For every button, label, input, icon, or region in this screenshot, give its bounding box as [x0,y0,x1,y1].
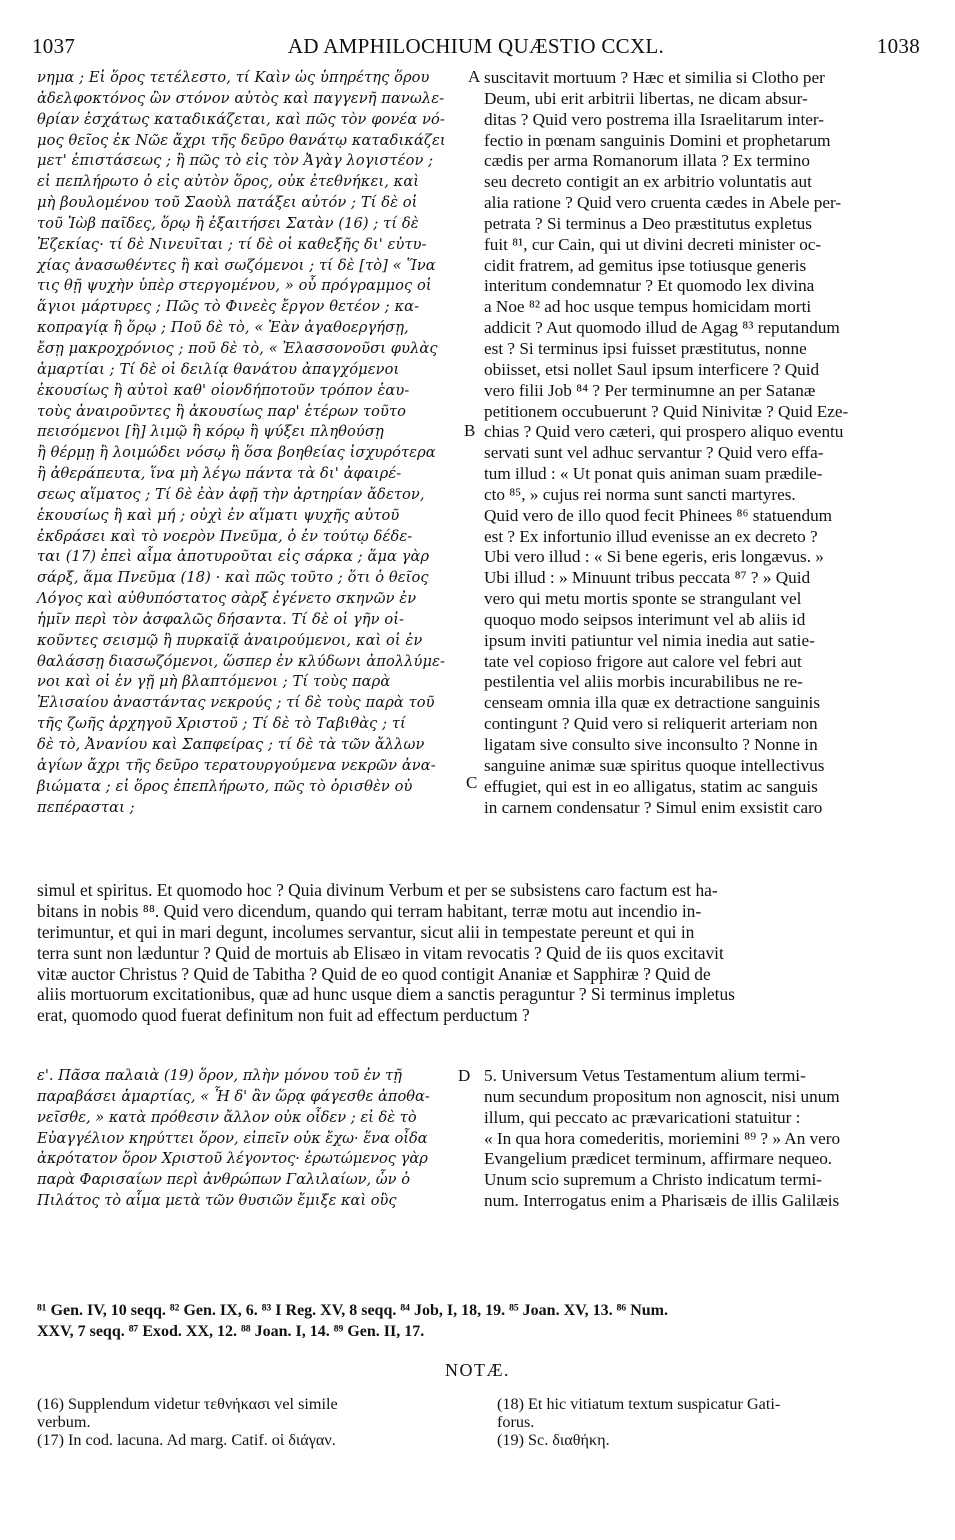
latin-full-line: terimuntur, et qui in mari degunt, incolumes servantur, sicut alii in tempestate pereunt et qui in [37,921,695,942]
latin-line: seu decreto contigit an ex arbitrio voluntatis aut [484,172,812,192]
greek-line: Εὐαγγέλιον κηρύττει ὅρον, εἰπεῖν οὐκ ἔχω· ἕνα οἶδα [37,1129,428,1147]
latin-line: chias ? Quid vero cæteri, qui prospero aliquo eventu [484,422,844,442]
greek-line: παραβάσει ἁμαρτίας, « Ἧ δ' ἂν ὥρᾳ φάγεσθε ἀποθα- [37,1087,430,1105]
latin-full-line: terra sunt non læduntur ? Quid de mortuis ab Elisæo in vitam revocatis ? Quid de iis quos excitavit [37,942,724,963]
greek-line: τοὺς ἀναιροῦντες ἢ ἀκουσίως παρ' ἑτέρων τοῦτο [37,402,407,420]
greek-line: νοι καὶ οἱ ἐν γῇ μὴ βλαπτόμενοι ; Τί τοὺς παρὰ [37,673,391,691]
greek-line: μὴ βουλομένου τοῦ Σαοὺλ πατάξει αὐτόν ; Τί δὲ οἱ [37,194,418,212]
latin-line: ipsum inviti patiuntur vel nimia inedia aut satie- [484,630,815,650]
latin-full-line: aliis mortuorum excitationibus, quæ ad hunc usque diem a sanctis peraguntur ? Si terminus impletus [37,984,735,1005]
latin-line: censeam omnia illa quæ ex detractione sanguinis [484,693,821,713]
latin-column-2 [484,1066,918,1212]
latin-line: 5. Universum Vetus Testamentum alium termi- [484,1066,806,1085]
latin-line: pestilentia vel aliis morbis incurabilibus ne re- [484,672,803,692]
latin-line: cædis per arma Romanorum illata ? Ex termino [484,151,810,171]
latin-line: Deum, ubi erit arbitrii libertas, ne dicam absur- [484,88,808,108]
greek-line: τις θῇ ψυχὴν ὑπὲρ στεργομένου, » οὗ πρόγραμμος οἱ [37,277,432,295]
note-line: (17) In cod. lacuna. Ad marg. Catif. οἱ διάγαν. [37,1431,336,1449]
latin-line: fectio in pœnam sanguinis Domini et prophetarum [484,130,831,150]
latin-line: ligatam sive consulto sive inconsulto ? Nonne in [484,735,818,754]
latin-line: num secundum propositum non agnoscit, nisi unum [484,1086,840,1106]
greek-line: ἔσῃ μακροχρόνιος ; ποῦ δὲ τὸ, « Ἐλασσονοῦσι φυλὰς [37,339,438,357]
latin-line: fuit ⁸¹, cur Cain, qui ut divini decreti minister oc- [484,234,822,254]
latin-line: ditas ? Quid vero postrema illa Israelitarum inter- [484,109,824,129]
latin-line: servati sunt vel adhuc servantur ? Quid vero effa- [484,443,824,463]
latin-line: interitum condemnatur ? Et quomodo lex divina [484,276,815,296]
greek-line: παρὰ Φαρισαίων περὶ ἀνθρώπων Γαλιλαίων, ὧν ὁ [37,1171,410,1189]
greek-line: εἰ πεπλήρωτο ὁ εἰς αὐτὸν ὅρος, οὐκ ἐτεθνήκει, καὶ [37,173,420,191]
note-line: forus. [497,1413,535,1431]
latin-line: Ubi vero illud : « Si bene egeris, eris longævus. » [484,547,824,567]
greek-line: ἀκρότατον ὅρον Χριστοῦ λέγοντος· ἐρωτώμενος γὰρ [37,1150,428,1168]
latin-line: est ? Si terminus ipsi fuisset præstitutus, nonne [484,338,807,358]
greek-line: δὲ τὸ, Ἀνανίου καὶ Σαπφείρας ; τί δὲ τὰ τῶν ἄλλων [37,736,425,753]
latin-line: addicit ? Aut quomodo illud de Agag ⁸³ reputandum [484,318,840,338]
greek-line: τῆς ζωῆς ἀρχηγοῦ Χριστοῦ ; Τί δὲ τὸ Ταβιθὰς ; τί [37,715,406,733]
latin-full-line: erat, quomodo quod fuerat definitum non fuit ad effectum perductum ? [37,1005,530,1026]
greek-line: ε'. Πᾶσα παλαιὰ (19) ὅρον, πλὴν μόνου τοῦ ἐν τῇ [37,1067,402,1084]
greek-line: ἑκουσίως ἢ καὶ μή ; οὐχὶ ἐν αἵματι ψυχῆς αὐτοῦ [37,506,400,524]
latin-line: sanguine animæ suæ spiritus quoque intellectivus [484,755,825,775]
greek-line: ἁμαρτίαι ; Τί δὲ οἱ δειλίᾳ θανάτου ἀπαγχόμενοι [37,360,400,378]
latin-line: tate vel copioso frigore aut calore vel febri aut [484,651,802,671]
page-number-right: 1038 [876,34,920,58]
latin-line: a Noe ⁸² ad hoc usque tempus homicidam morti [484,297,812,317]
note-line: (18) Et hic vitiatum textum suspicatur Gati- [497,1395,781,1413]
greek-column [37,68,481,818]
greek-line: πεισόμενοι [ἢ] λιμῷ ἢ κόρῳ ἢ ψύξει πληθούσῃ [37,423,384,441]
greek-line: σεως αἵματος ; Τί δὲ ἐὰν ἀφῇ τὴν ἀρτηρίαν ἄδετον, [37,485,425,503]
latin-full-line: vitæ auctor Christus ? Quid de Tabitha ? Quid de eo quod contigit Ananiæ et Sapphiræ ? Quid de [37,963,711,984]
note-line: verbum. [37,1413,91,1431]
latin-line: suscitavit mortuum ? Hæc et similia si Clotho per [484,68,825,87]
greek-line: ἢ ἀθεράπευτα, ἵνα μὴ λέγω πάντα τὰ δι' ἀφαιρέ- [37,465,402,483]
margin-letter-c: C [466,773,478,792]
notes-left [37,1395,457,1449]
greek-line: κοπραγίᾳ ἢ ὅρῳ ; Ποῦ δὲ τὸ, « Ἐὰν ἀγαθοεργήσῃ, [37,319,409,337]
greek-line: θρίαν ἐσχάτως καταδικάζεται, καὶ πῶς τὸν φονέα νό- [37,110,445,128]
greek-line: ἅγιοι μάρτυρες ; Πῶς τὸ Φινεὲς ἔργον θετέον ; κα- [37,298,420,316]
latin-line: petitionem occubuerunt ? Quid Ninivitæ ? Quid Eze- [484,401,849,421]
latin-line: vero filii Job ⁸⁴ ? Per terminumne an per Satanæ [484,380,816,400]
greek-line: νεῖσθε, » κατὰ πρόθεσιν ἄλλον οὐκ οἶδεν ; εἰ δὲ τὸ [37,1108,417,1126]
greek-line: ἑκουσίως ἢ αὐτοὶ καθ' οἱονδήποτοῦν τρόπον ἑαυ- [37,381,410,399]
greek-line: μετ' ἐπιστάσεως ; ἢ πῶς τὸ εἰς τὸν Ἀγὰγ λογιστέον ; [37,152,434,170]
latin-line: obiisset, etsi nollet Saul ipsum interficere ? Quid [484,359,820,379]
greek-line: βιώματα ; εἰ ὅρος ἐπεπλήρωτο, πῶς τὸ ὁρισθὲν οὐ [37,777,413,795]
greek-line: πεπέρασται ; [37,798,135,816]
latin-line: quoquo modo seipsos interimunt vel ab aliis id [484,609,806,629]
margin-letter-a: A [468,67,481,86]
greek-line: ἢ θέρμῃ ἢ λοιμώδει νόσῳ ἢ ὅσα βοηθείας ἰσχυρότερα [37,444,436,462]
latin-line: est ? Ex infortunio illud evenisse an ex decreto ? [484,526,818,546]
footnote-line: ⁸¹ Gen. IV, 10 seqq. ⁸² Gen. IX, 6. ⁸³ I Reg. XV, 8 seqq. ⁸⁴ Job, I, 18, 19. ⁸⁵ Joan. XV, 13. ⁸⁶ Num. [37,1302,668,1319]
greek-column-2 [37,1066,477,1212]
greek-line: σάρξ, ἅμα Πνεῦμα (18) · καὶ πῶς τοῦτο ; ὅτι ὁ θεῖος [37,569,429,587]
latin-line: « In qua hora comederitis, moriemini ⁸⁹ ? » An vero [484,1128,841,1148]
greek-line: ἀδελφοκτόνος ὢν στόνον αὐτὸς καὶ παγγενῆ πανωλε- [37,89,445,107]
latin-full-line: simul et spiritus. Et quomodo hoc ? Quia divinum Verbum et per se subsistens caro factum est ha- [37,880,718,900]
greek-line: Ἐζεκίας· τί δὲ Νινευῖται ; τί δὲ οἱ καθεξῆς δι' εὐτυ- [37,235,427,253]
latin-line: alia ratione ? Quid vero cruenta cædes in Abele per- [484,193,842,213]
greek-line: ἁγίων ἄχρι τῆς δεῦρο τερατουργούμενα νεκρῶν ἀνα- [37,756,436,774]
greek-line: ἐκδράσει καὶ τὸ νοερὸν Πνεῦμα, ὁ ἐν τούτῳ δέδε- [37,527,413,545]
greek-line: ται (17) ἐπεὶ αἷμα ἀποτυροῦται εἰς σάρκα ; ἅμα γὰρ [37,548,430,566]
greek-line: θαλάσσῃ διασωζόμενοι, ὥσπερ ἐν κλύδωνι ἀπολλύμε- [37,652,446,670]
footnote-line: XXV, 7 seqq. ⁸⁷ Exod. XX, 12. ⁸⁸ Joan. I, 14. ⁸⁹ Gen. II, 17. [37,1323,425,1340]
greek-line: Ἐλισαίου ἀναστάντας νεκρούς ; τί δὲ τοὺς παρὰ τοῦ [37,694,435,712]
latin-line: cidit fratrem, ad gemitus ipse totiusque generis [484,255,807,275]
latin-line: cto ⁸⁵, » cujus rei norma sunt sancti martyres. [484,484,796,504]
greek-line: τοῦ Ἰὼβ παῖδες, ὅρῳ ἢ ἐξαιτήσει Σατὰν (16) ; τί δὲ [37,214,419,232]
margin-letter-d: D [458,1066,471,1085]
greek-line: κοῦντες σεισμῷ ἢ πυρκαϊᾷ ἀναιρούμενοι, καὶ οἱ ἐν [37,631,423,649]
greek-line: Λόγος καὶ αὐθυπόστατος σὰρξ ἐγένετο σκηνῶν ἐν [37,590,417,608]
latin-line: Quid vero de illo quod fecit Phinees ⁸⁶ statuendum [484,505,833,525]
latin-line: vero qui metu mortis sponte se strangulant vel [484,589,802,609]
greek-line: μος θεῖος ἐκ Νῶε ἄχρι τῆς δεῦρο θανάτῳ καταδικάζει [37,131,446,149]
margin-letter-b: B [464,421,476,440]
latin-column [484,68,918,818]
latin-line: Unum scio supremum a Christo indicatum termi- [484,1170,822,1190]
latin-line: effugiet, qui est in eo alligatus, statim ac sanguis [484,776,818,796]
greek-line: χίας ἀνασωθέντες ἢ καὶ σωζόμενοι ; τί δὲ [τὸ] « Ἵνα [37,256,436,274]
latin-line: num. Interrogatus enim a Pharisæis de illis Galilæis [484,1191,840,1211]
running-header [32,34,920,64]
latin-line: tum illud : « Ut ponat quis animan suam prædile- [484,464,823,484]
note-line: (16) Supplendum videtur τεθνήκασι vel simile [37,1395,338,1413]
greek-line: ἡμῖν περὶ τὸν ἀσφαλῶς δήσαντα. Τί δὲ οἱ γῆν οἰ- [37,610,405,628]
notes-right [497,1395,917,1449]
footnotes [37,1300,917,1342]
latin-line: Ubi illud : » Minuunt tribus peccata ⁸⁷ ? » Quid [484,568,811,588]
latin-line: in carnem condensatur ? Simul enim exsistit caro [484,797,823,817]
greek-line: νημα ; Εἰ ὅρος τετέλεστο, τί Καὶν ὡς ὑπηρέτης ὅρου [37,69,430,86]
note-line: (19) Sc. διαθήκη. [497,1431,610,1449]
latin-line: contingunt ? Quid vero si reliquerit arteriam non [484,714,818,734]
latin-full-line: bitans in nobis ⁸⁸. Quid vero dicendum, quando qui terram habitant, terræ motu aut incendio in- [37,900,702,921]
latin-line: illum, qui peccato ac prævaricationi statuitur : [484,1107,801,1127]
latin-line: petrata ? Si terminus a Deo præstitutus expletus [484,213,812,233]
latin-full-width [37,880,917,1026]
running-title: AD AMPHILOCHIUM QUÆSTIO CCXL. [287,34,665,58]
page-number-left: 1037 [32,34,76,58]
greek-line: Πιλάτος τὸ αἷμα μετὰ τῶν θυσιῶν ἔμιξε καὶ οὓς [37,1192,397,1210]
latin-line: Evangelium prædicet terminum, affirmare nequeo. [484,1149,833,1169]
notae-heading: NOTÆ. [445,1360,510,1380]
